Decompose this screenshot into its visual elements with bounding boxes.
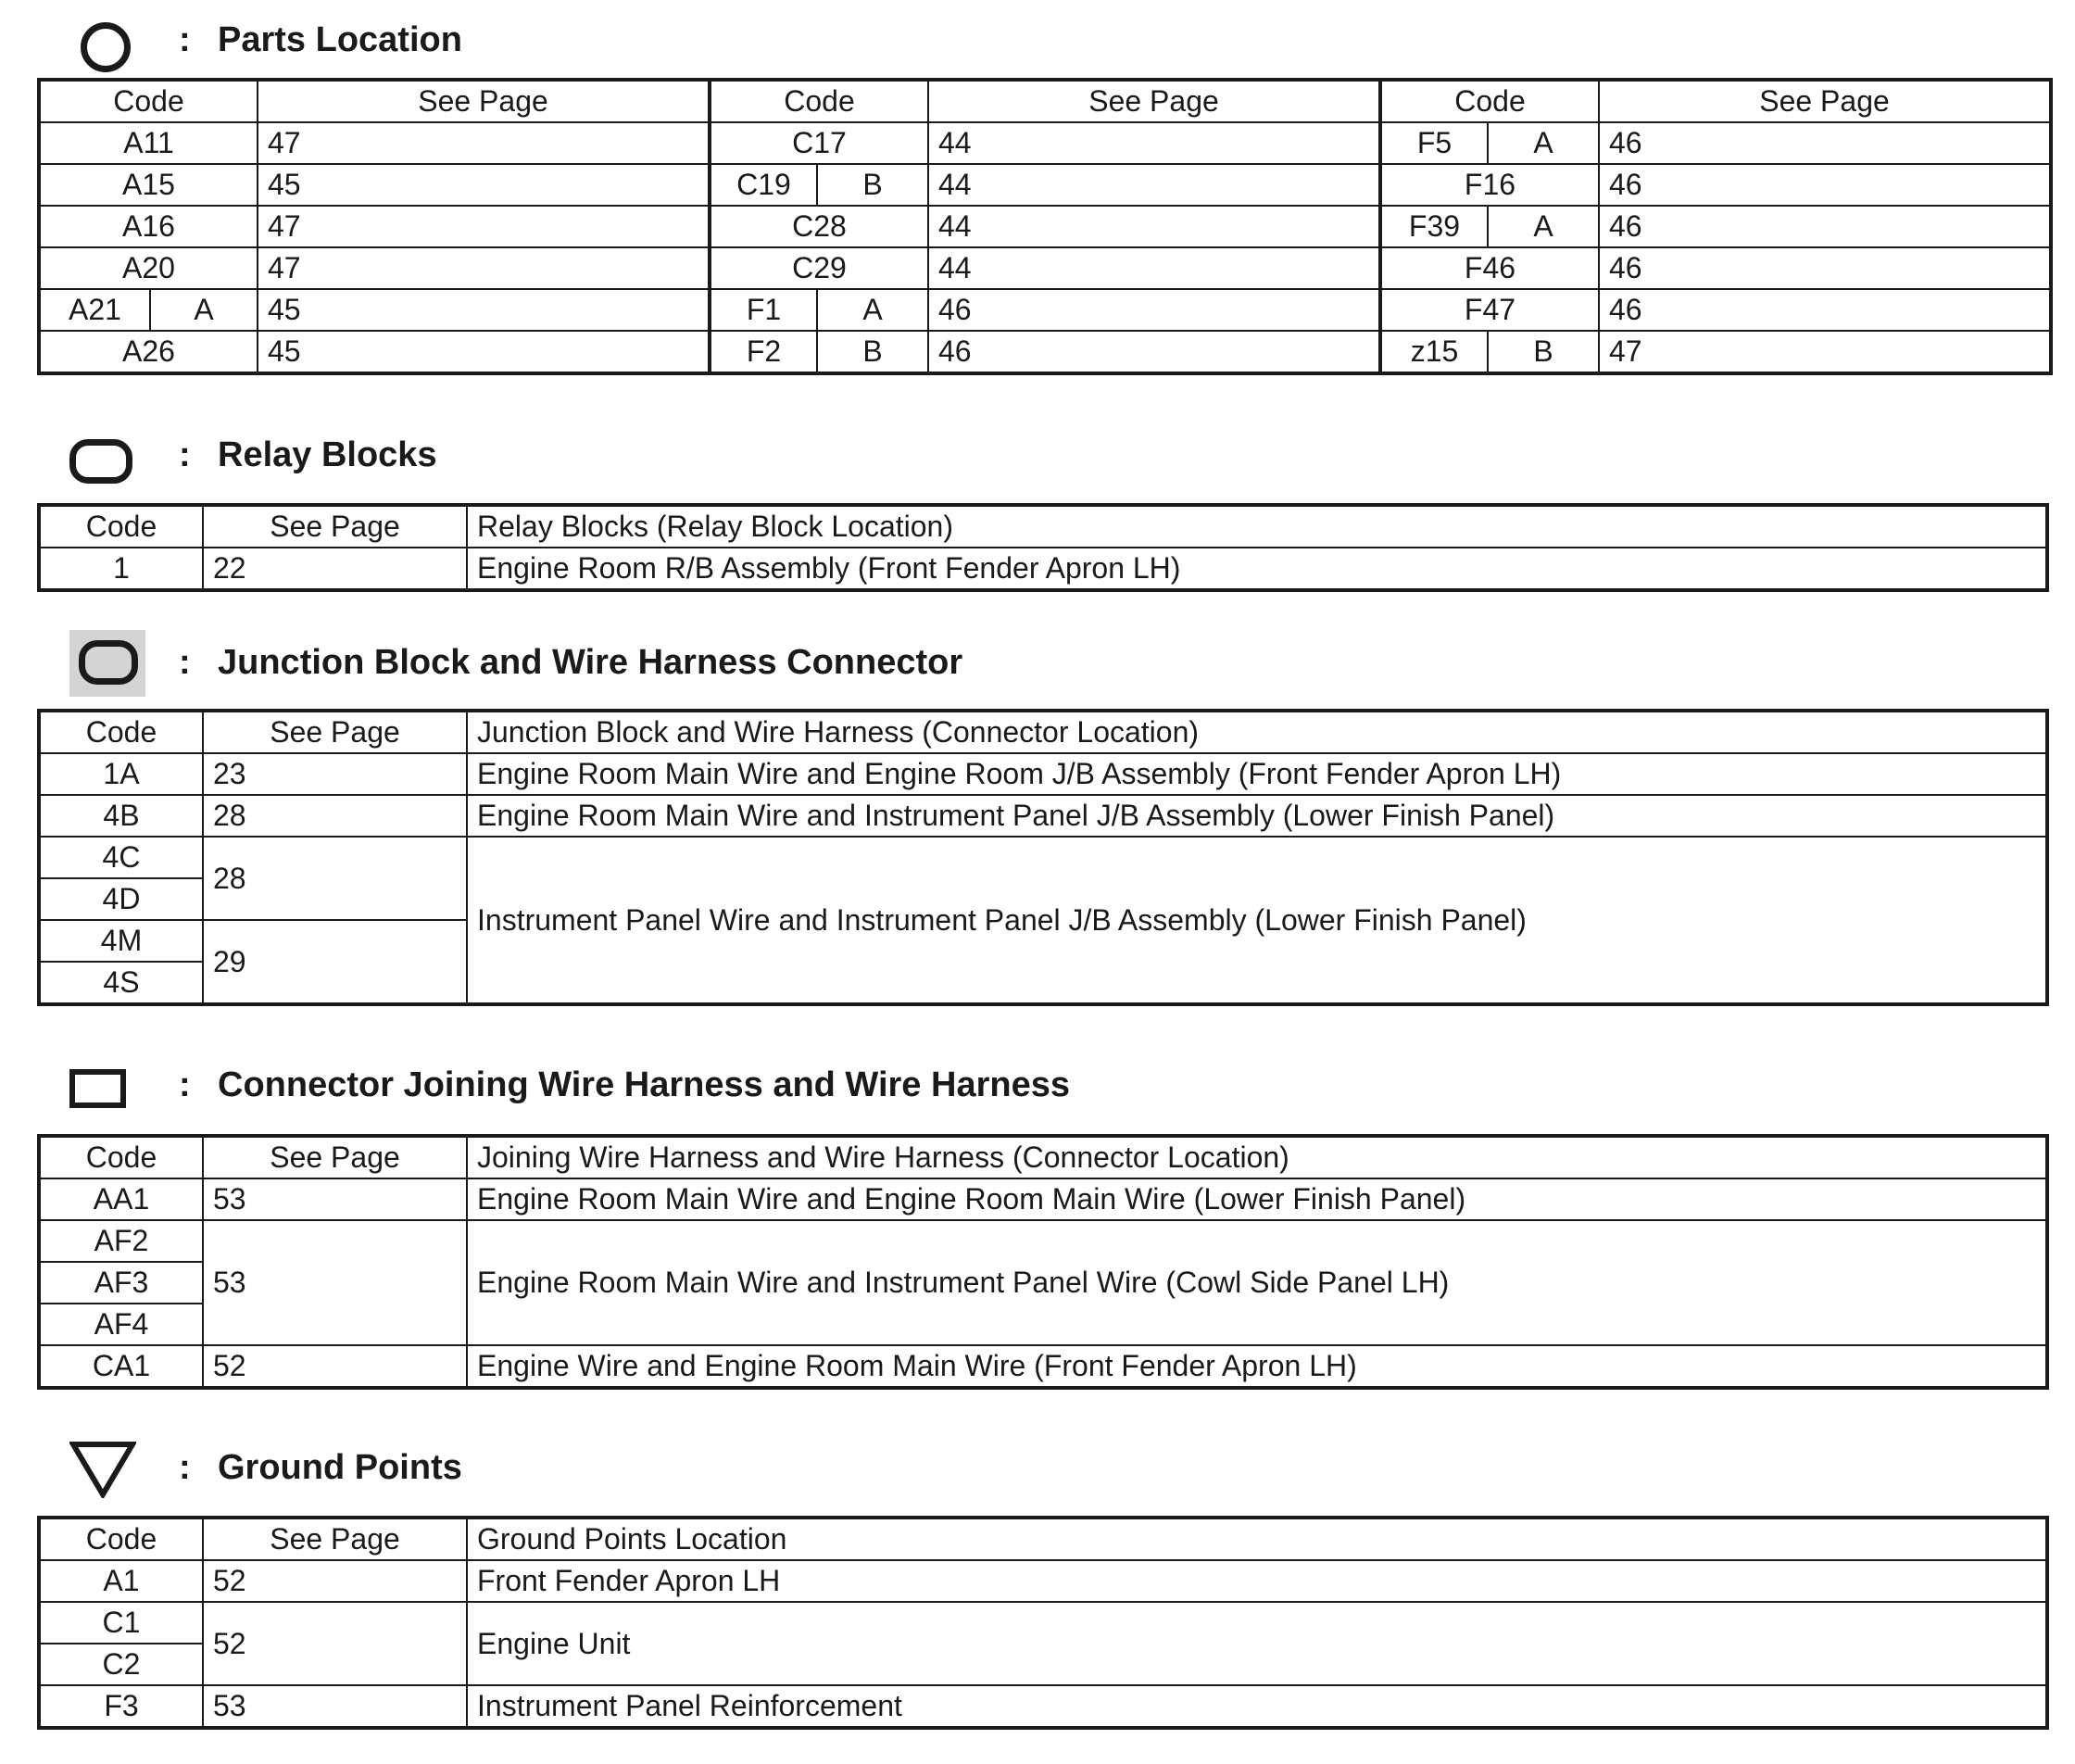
heading-colon: : [179,1065,191,1104]
rounded-rectangle-inner-icon [79,640,138,685]
table-row [39,164,2051,206]
sub-code-cell: A [1488,206,1599,247]
table-row [39,1220,2047,1262]
code-cell: A11 [39,122,258,164]
sub-code-cell: A [150,289,258,331]
section-title: Connector Joining Wire Harness and Wire Harness [218,1065,1070,1104]
page-cell: 29 [203,920,467,1004]
column-header-location: Joining Wire Harness and Wire Harness (Connector Location) [467,1136,2047,1178]
heading-colon: : [179,643,191,682]
relay-blocks-table [37,503,2049,592]
code-cell: 1 [39,548,203,590]
table-row [39,1602,2047,1644]
table-header-row [39,1136,2047,1178]
column-header-code: Code [39,80,258,122]
location-cell: Front Fender Apron LH [467,1560,2047,1602]
column-header-see-page: See Page [1599,80,2051,122]
column-header-code: Code [39,1136,203,1178]
page-cell: 46 [1599,247,2051,289]
column-header-location: Ground Points Location [467,1518,2047,1560]
table-row [39,247,2051,289]
table-row [39,837,2047,878]
page-cell: 53 [203,1178,467,1220]
table-header-row [39,505,2047,548]
location-cell: Engine Room Main Wire and Instrument Panel J/B Assembly (Lower Finish Panel) [467,795,2047,837]
column-header-see-page: See Page [203,505,467,548]
page-cell: 52 [203,1345,467,1388]
page-cell: 22 [203,548,467,590]
code-cell: 4M [39,920,203,962]
parts-location-heading [69,19,2015,74]
location-cell: Instrument Panel Reinforcement [467,1685,2047,1728]
table-header-row [39,80,2051,122]
code-cell: F1 [710,289,817,331]
code-cell: F16 [1380,164,1599,206]
section-title: Parts Location [218,20,462,59]
column-header-code: Code [39,711,203,753]
location-cell: Engine Unit [467,1602,2047,1685]
page-cell: 53 [203,1220,467,1345]
page-cell: 45 [258,289,710,331]
page-cell: 46 [928,331,1380,373]
location-cell: Engine Room Main Wire and Instrument Panel Wire (Cowl Side Panel LH) [467,1220,2047,1345]
code-cell: A16 [39,206,258,247]
location-cell: Engine Room Main Wire and Engine Room J/B Assembly (Front Fender Apron LH) [467,753,2047,795]
code-cell: 1A [39,753,203,795]
code-cell: AF3 [39,1262,203,1304]
rounded-rectangle-icon [69,439,132,484]
code-cell: C28 [710,206,928,247]
code-cell: F3 [39,1685,203,1728]
table-header-row [39,711,2047,753]
page-cell: 52 [203,1560,467,1602]
page-cell: 47 [1599,331,2051,373]
page-cell: 44 [928,206,1380,247]
sub-code-cell: A [817,289,928,331]
code-cell: C2 [39,1644,203,1685]
location-cell: Engine Room Main Wire and Engine Room Main Wire (Lower Finish Panel) [467,1178,2047,1220]
sub-code-cell: B [817,331,928,373]
sub-code-cell: A [1488,122,1599,164]
relay-blocks-heading [69,434,2015,489]
code-cell: 4C [39,837,203,878]
page-cell: 46 [928,289,1380,331]
location-cell: Engine Room R/B Assembly (Front Fender Apron LH) [467,548,2047,590]
code-cell: C19 [710,164,817,206]
page-cell: 46 [1599,164,2051,206]
code-cell: AF2 [39,1220,203,1262]
sub-code-cell: B [817,164,928,206]
connector-joining-heading [69,1064,2015,1119]
page-cell: 44 [928,122,1380,164]
code-cell: F46 [1380,247,1599,289]
ground-points-heading [69,1441,2015,1496]
code-cell: A26 [39,331,258,373]
code-cell: A21 [39,289,150,331]
page-cell: 47 [258,206,710,247]
table-header-row [39,1518,2047,1560]
page-cell: 44 [928,164,1380,206]
column-header-code: Code [1380,80,1599,122]
column-header-see-page: See Page [203,711,467,753]
table-row [39,1685,2047,1728]
code-cell: CA1 [39,1345,203,1388]
connector-joining-table [37,1134,2049,1390]
code-cell: A1 [39,1560,203,1602]
section-title: Ground Points [218,1448,462,1487]
column-header-see-page: See Page [203,1518,467,1560]
page-cell: 28 [203,795,467,837]
page-cell: 46 [1599,206,2051,247]
table-row [39,289,2051,331]
table-row [39,122,2051,164]
table-row [39,795,2047,837]
column-header-code: Code [39,1518,203,1560]
code-cell: AF4 [39,1304,203,1345]
page-cell: 28 [203,837,467,920]
code-cell: C1 [39,1602,203,1644]
location-cell: Engine Wire and Engine Room Main Wire (Front Fender Apron LH) [467,1345,2047,1388]
column-header-code: Code [39,505,203,548]
circle-icon [81,22,131,72]
table-row [39,1178,2047,1220]
page-cell: 52 [203,1602,467,1685]
page-cell: 47 [258,247,710,289]
code-cell: z15 [1380,331,1488,373]
column-header-location: Junction Block and Wire Harness (Connector Location) [467,711,2047,753]
section-title: Relay Blocks [218,435,437,474]
page-cell: 46 [1599,122,2051,164]
page-cell: 44 [928,247,1380,289]
heading-colon: : [179,20,191,59]
column-header-see-page: See Page [203,1136,467,1178]
rectangle-icon [69,1069,126,1108]
code-cell: 4S [39,962,203,1004]
page-cell: 23 [203,753,467,795]
code-cell: 4B [39,795,203,837]
code-cell: A20 [39,247,258,289]
section-title: Junction Block and Wire Harness Connector [218,643,963,682]
page-cell: 45 [258,331,710,373]
page-cell: 47 [258,122,710,164]
shaded-rounded-rectangle-icon [69,630,145,697]
triangle-icon [69,1441,136,1498]
junction-block-heading [69,630,2015,686]
table-row [39,331,2051,373]
code-cell: 4D [39,878,203,920]
code-cell: C29 [710,247,928,289]
code-cell: C17 [710,122,928,164]
heading-colon: : [179,435,191,474]
parts-location-table [37,78,2053,375]
table-row [39,1345,2047,1388]
page-cell: 46 [1599,289,2051,331]
code-cell: F47 [1380,289,1599,331]
location-cell: Instrument Panel Wire and Instrument Panel J/B Assembly (Lower Finish Panel) [467,837,2047,1004]
code-cell: A15 [39,164,258,206]
heading-colon: : [179,1448,191,1487]
code-cell: F5 [1380,122,1488,164]
sub-code-cell: B [1488,331,1599,373]
code-cell: F2 [710,331,817,373]
table-row [39,206,2051,247]
ground-points-table [37,1516,2049,1730]
table-row [39,1560,2047,1602]
column-header-see-page: See Page [258,80,710,122]
column-header-location: Relay Blocks (Relay Block Location) [467,505,2047,548]
column-header-code: Code [710,80,928,122]
junction-block-table [37,709,2049,1006]
page-cell: 53 [203,1685,467,1728]
column-header-see-page: See Page [928,80,1380,122]
table-row [39,548,2047,590]
code-cell: F39 [1380,206,1488,247]
code-cell: AA1 [39,1178,203,1220]
table-row [39,753,2047,795]
page-cell: 45 [258,164,710,206]
